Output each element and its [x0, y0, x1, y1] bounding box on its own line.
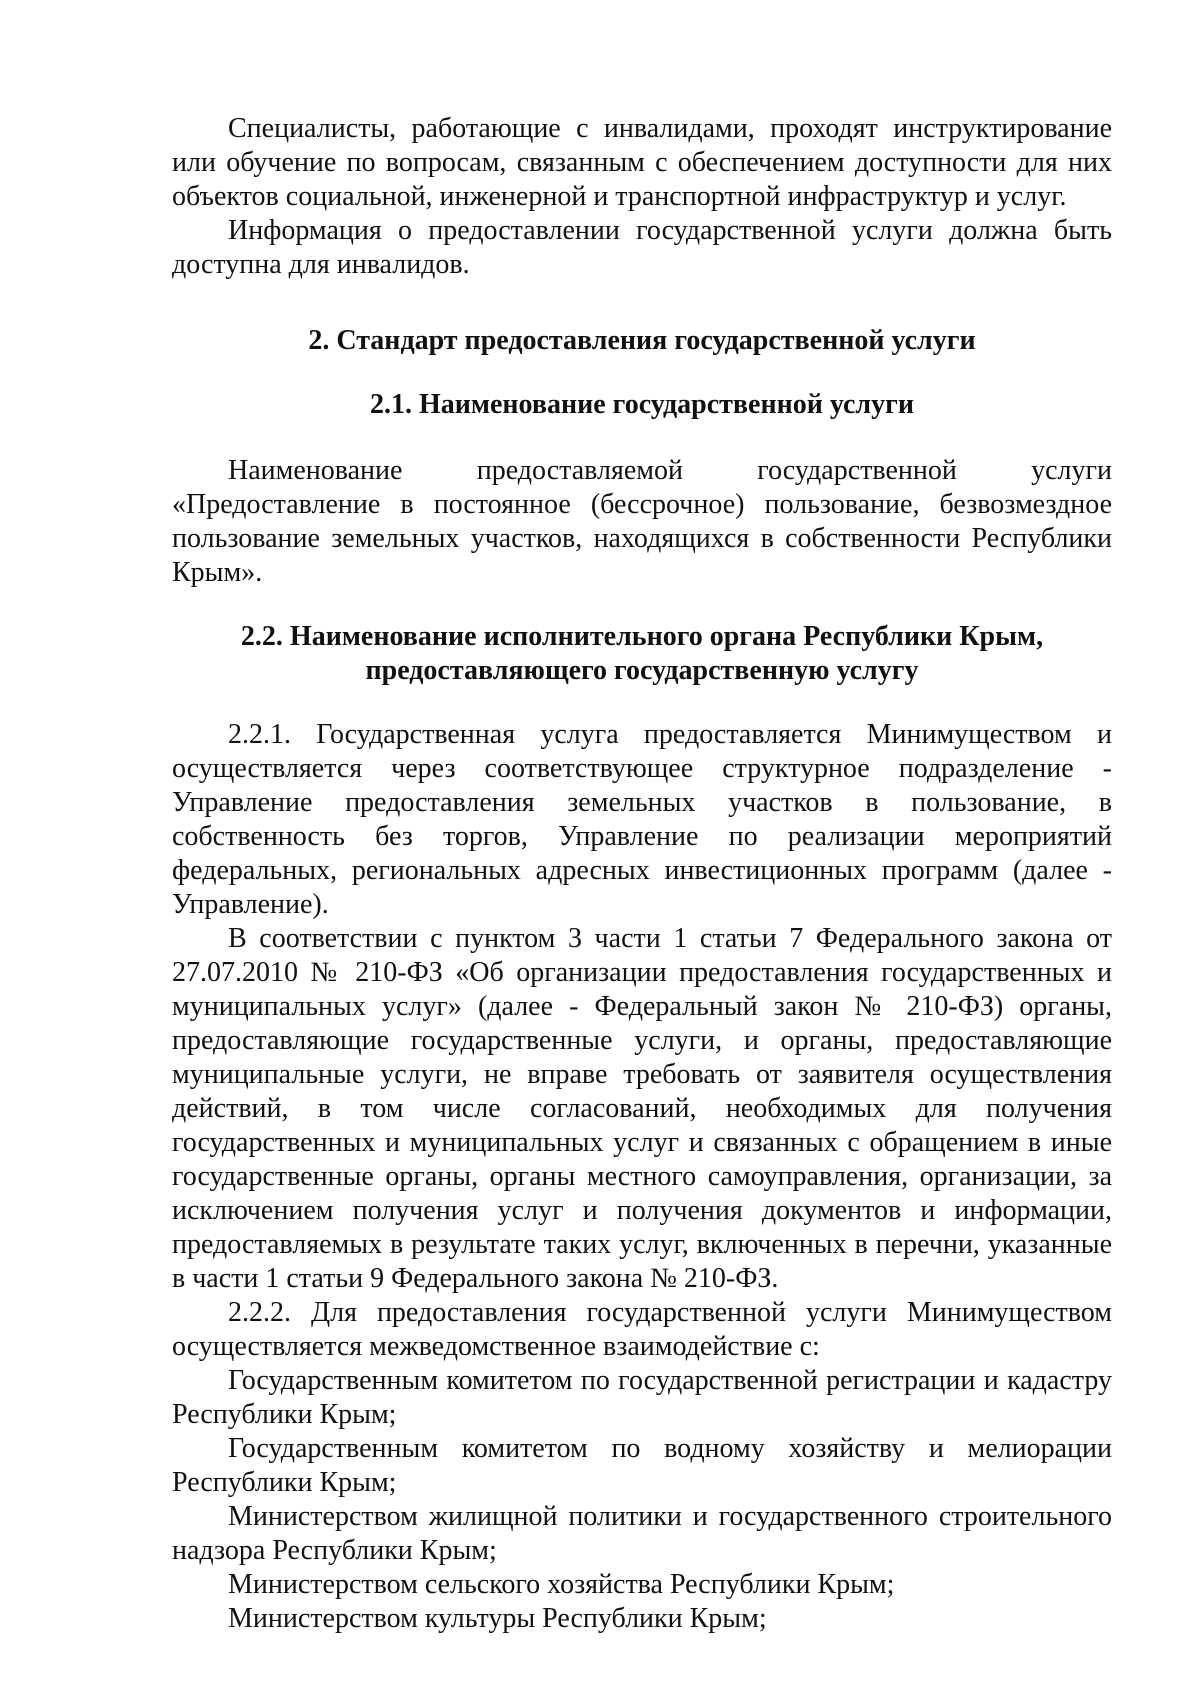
section-2-2-title	[172, 620, 1112, 688]
intro-paragraph-2: Информация о предоставлении государственной услуги должна быть доступна для инвалидов.	[172, 215, 1112, 280]
section-2-2-2-paragraph: 2.2.2. Для предоставления государственной услуги Минимуществом осуществляется межведомственное взаимодействие с:	[172, 1297, 1112, 1362]
agency-list-item: Министерством культуры Республики Крым;	[228, 1603, 767, 1634]
document-content	[172, 112, 1112, 1636]
agency-list-item: Государственным комитетом по водному хозяйству и мелиорации Республики Крым;	[172, 1433, 1112, 1498]
agency-list-item: Государственным комитетом по государственной регистрации и кадастру Республики Крым;	[172, 1365, 1112, 1430]
section-2-2-law-paragraph: В соответствии с пунктом 3 части 1 статьи 7 Федерального закона от 27.07.2010 № 210-ФЗ «Об организации предоставления государственных и муниципальных услуг» (далее - Федеральный закон № 210-ФЗ) органы, предоставляющие государственные услуги, и органы, предоставляющие муниципальные услуги, не вправе требовать от заявителя осуществления действий, в том числе согласований, необходимых для получения государственных и муниципальных услуг и связанных с обращением в иные государственные органы, органы местного самоуправления, организации, за исключением получения услуг и получения документов и информации, предоставляемых в результате таких услуг, включенных в перечни, указанные в части 1 статьи 9 Федерального закона № 210-ФЗ.	[172, 923, 1112, 1294]
agency-list-item: Министерством жилищной политики и государственного строительного надзора Республики Крым;	[172, 1501, 1112, 1566]
section-2-1-paragraph: Наименование предоставляемой государственной услуги «Предоставление в постоянное (бессрочное) пользование, безвозмездное пользование земельных участков, находящихся в собственности Республики Крым».	[172, 455, 1112, 588]
section-2-2-1-paragraph: 2.2.1. Государственная услуга предоставляется Минимуществом и осуществляется через соответствующее структурное подразделение - Управление предоставления земельных участков в пользование, в собственность без торгов, Управление по реализации мероприятий федеральных, региональных адресных инвестиционных программ (далее - Управление).	[172, 719, 1112, 920]
agency-list-item: Министерством сельского хозяйства Республики Крым;	[228, 1569, 895, 1600]
section-2-1-title: 2.1. Наименование государственной услуги	[370, 389, 914, 420]
intro-paragraph-1: Специалисты, работающие с инвалидами, проходят инструктирование или обучение по вопросам, связанным с обеспечением доступности для них объектов социальной, инженерной и транспортной инфраструктур и услуг.	[172, 113, 1112, 212]
section-2-2-title-line-1: 2.2. Наименование исполнительного органа Республики Крым,	[240, 621, 1044, 652]
section-2-title: 2. Стандарт предоставления государственной услуги	[308, 325, 976, 356]
section-2-2-title-line-2: предоставляющего государственную услугу	[365, 655, 919, 686]
